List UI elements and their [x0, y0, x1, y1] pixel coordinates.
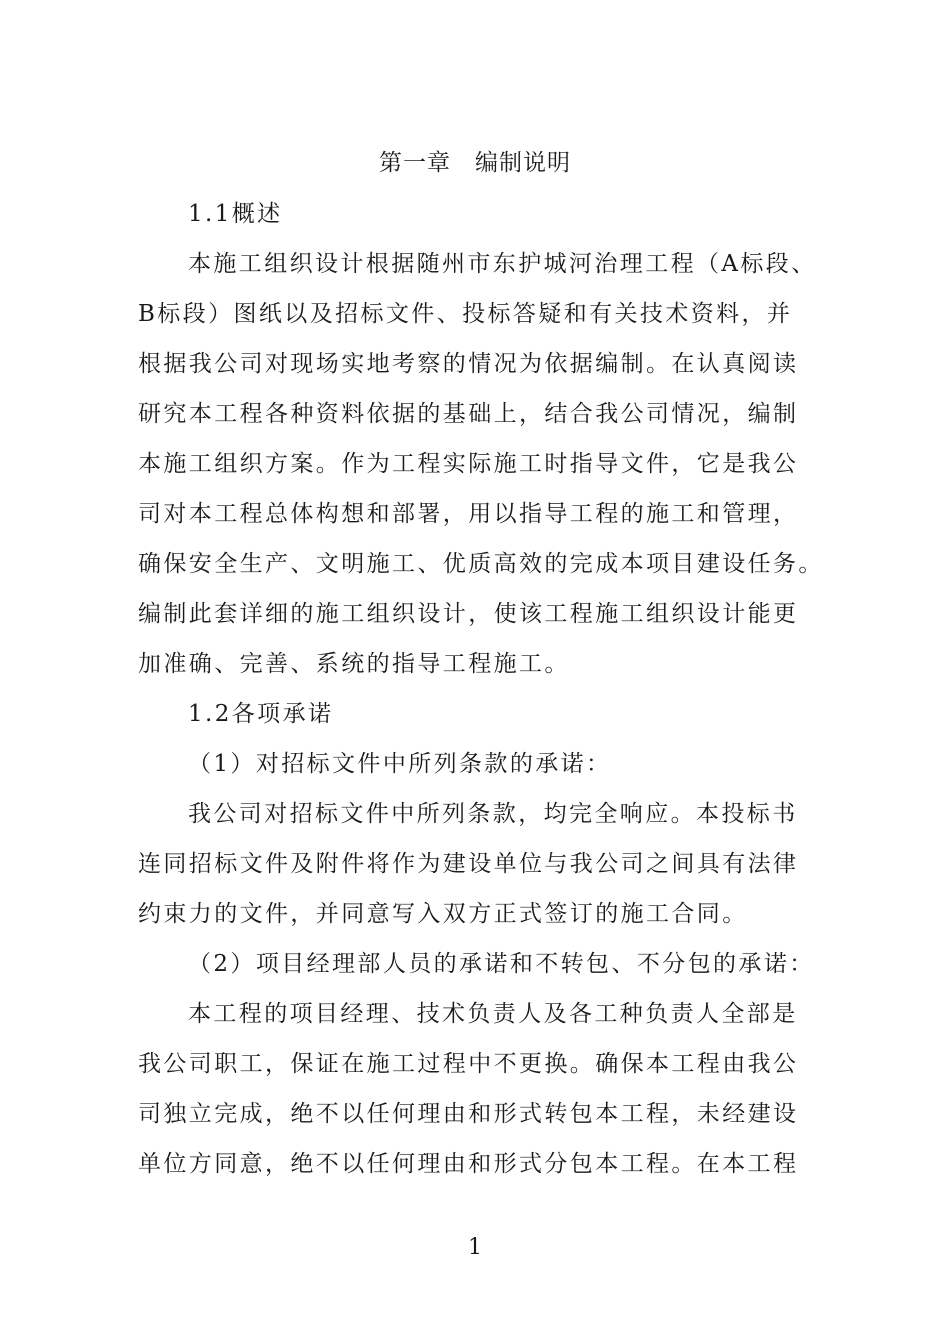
chapter-title: 第一章 编制说明 [379, 150, 571, 176]
section-heading-1-1: 1.1概述 [188, 201, 283, 227]
paragraph-line: B标段）图纸以及招标文件、投标答疑和有关技术资料，并 [138, 301, 793, 327]
paragraph-line: 研究本工程各种资料依据的基础上，结合我公司情况，编制 [138, 401, 799, 427]
paragraph-line: 加准确、完善、系统的指导工程施工。 [138, 651, 570, 677]
list-item-heading: （1）对招标文件中所列条款的承诺： [188, 751, 612, 777]
paragraph-line: 单位方同意，绝不以任何理由和形式分包本工程。在本工程 [138, 1151, 799, 1177]
paragraph-line: 司对本工程总体构想和部署，用以指导工程的施工和管理， [138, 501, 799, 527]
paragraph-line: 约束力的文件，并同意写入双方正式签订的施工合同。 [138, 901, 748, 927]
paragraph-line: 司独立完成，绝不以任何理由和形式转包本工程，未经建设 [138, 1101, 799, 1127]
paragraph-line: 本工程的项目经理、技术负责人及各工种负责人全部是 [188, 1001, 798, 1027]
list-item-heading: （2）项目经理部人员的承诺和不转包、不分包的承诺： [188, 951, 815, 977]
page-number: 1 [468, 1235, 482, 1260]
paragraph-line: 确保安全生产、文明施工、优质高效的完成本项目建设任务。 [138, 551, 824, 577]
paragraph-line: 连同招标文件及附件将作为建设单位与我公司之间具有法律 [138, 851, 799, 877]
paragraph-line: 编制此套详细的施工组织设计，使该工程施工组织设计能更 [138, 601, 799, 627]
paragraph-line: 我公司职工，保证在施工过程中不更换。确保本工程由我公 [138, 1051, 799, 1077]
paragraph-line: 根据我公司对现场实地考察的情况为依据编制。在认真阅读 [138, 351, 799, 377]
paragraph-line: 本施工组织方案。作为工程实际施工时指导文件，它是我公 [138, 451, 799, 477]
paragraph-line: 本施工组织设计根据随州市东护城河治理工程（A标段、 [188, 251, 817, 277]
section-heading-1-2: 1.2各项承诺 [188, 701, 334, 727]
paragraph-line: 我公司对招标文件中所列条款，均完全响应。本投标书 [188, 801, 798, 827]
